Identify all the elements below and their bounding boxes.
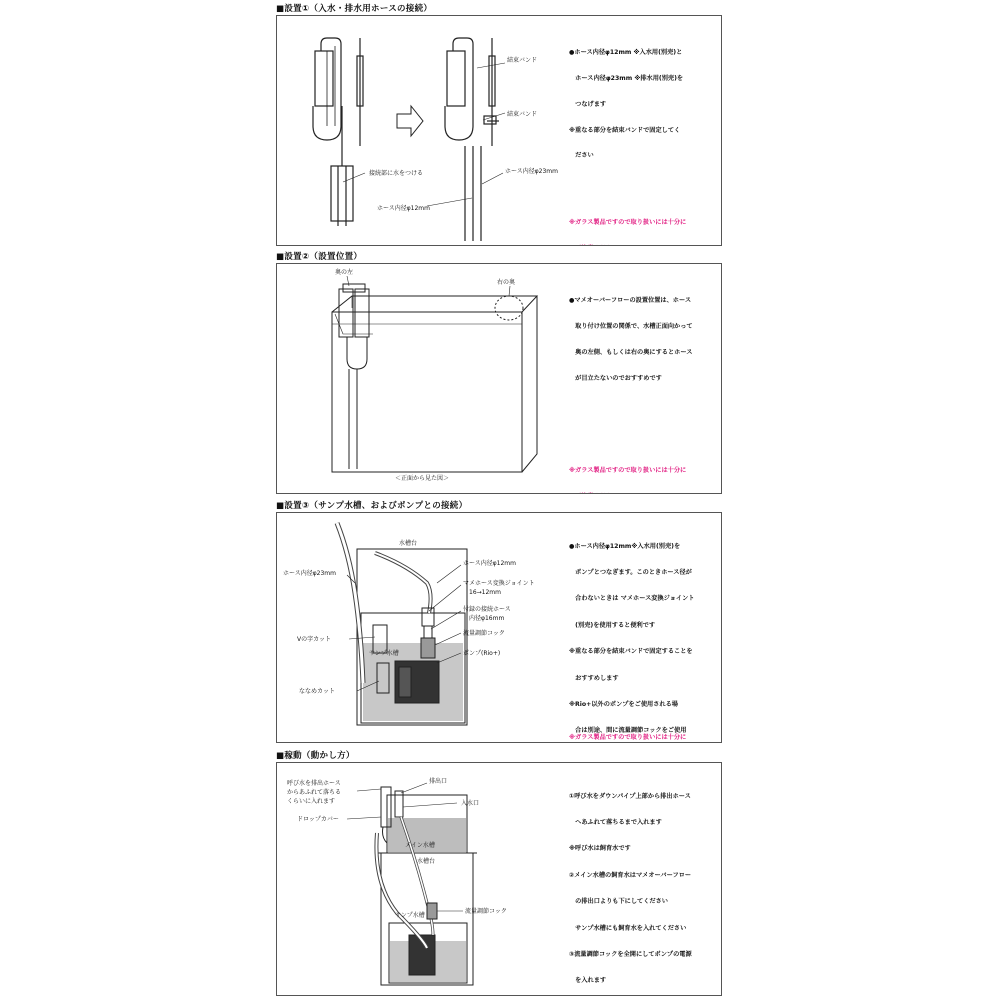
section-1-title: ■設置①（入水・排水用ホースの接続）: [276, 4, 433, 14]
label-stand: 水槽台: [399, 540, 418, 547]
label-inlet: 入水口: [461, 800, 480, 807]
section-2-panel: [276, 263, 722, 494]
label-converter: マメホース変換ジョイント: [463, 580, 535, 587]
note-line: 奥の左側、もしくは右の奥にするとホース: [569, 348, 693, 356]
note-line: を入れます: [569, 977, 607, 985]
label-converter-size: 16→12mm: [469, 589, 501, 596]
note-line: おすすめします: [569, 674, 619, 682]
note-line: へあふれて落ちるまで入れます: [569, 818, 662, 826]
note-line: ※重なる部分を結束バンドで固定することを: [569, 648, 693, 656]
label-pump: ポンプ(Rio+): [463, 650, 501, 657]
section-4-notes: [569, 775, 697, 996]
note-line: (別売)を使用すると便利です: [569, 621, 656, 629]
warning-line: ※ガラス製品ですので取り扱いには十分に: [569, 219, 687, 227]
section-3-title: ■設置③（サンプ水槽、およびポンプとの接続）: [276, 501, 468, 511]
section-3-notes: [569, 525, 699, 743]
label-hose-12: ホース内径φ12mm: [377, 205, 430, 212]
note-line: サンプ水槽にも飼育水を入れてください: [569, 924, 687, 932]
note-line: の排出口よりも下にしてください: [569, 898, 668, 906]
label-wet-joint: 接続部に水をつける: [369, 170, 424, 177]
note-line: 合は別途、間に流量調節コックをご使用: [569, 727, 687, 735]
section-2-notes: [569, 280, 693, 400]
label-attached-hose-size: 内径φ16mm: [469, 615, 505, 622]
note-line: ホース内径φ23mm ※排水用(別売)を: [569, 74, 684, 82]
label-sump: サンプ水槽: [369, 650, 399, 657]
label-flow-cock: 流量調節コック: [463, 630, 505, 637]
label-back-right: 右の奥: [497, 279, 516, 286]
section-1-panel: [276, 15, 722, 246]
label-flow-cock: 流量調節コック: [465, 908, 507, 915]
label-back-left: 奥の左: [335, 269, 354, 276]
note-line: ●ホース内径φ12mm ※入水用(別売)と: [569, 49, 683, 57]
section-4-title: ■稼動（動かし方）: [276, 751, 355, 761]
note-line: が目立たないのでおすすめです: [569, 374, 662, 382]
warning-line: ※ガラス製品ですので取り扱いには十分に: [569, 467, 687, 475]
label-main-tank: メイン水槽: [405, 842, 435, 849]
note-line: 合わないときは マメホース変換ジョイント: [569, 595, 695, 603]
warning-line: [569, 245, 686, 246]
note-line: 取り付け位置の関係で、水槽正面向かって: [569, 322, 693, 330]
note-line: ださい: [569, 152, 594, 160]
warning-line: [569, 493, 686, 494]
warning-line: ※ガラス製品ですので取り扱いには十分に: [569, 734, 687, 742]
label-sump: サンプ水槽: [395, 912, 425, 919]
section-1-notes: [569, 32, 683, 178]
note-line: ●ホース内径φ12mm※入水用(別売)を: [569, 542, 681, 550]
label-outlet: 排出口: [429, 778, 448, 785]
label-diagonal-cut: ななめカット: [299, 688, 335, 695]
label-priming-1: 呼び水を排出ホース: [287, 780, 341, 787]
label-front-view: ＜正面から見た図＞: [395, 475, 450, 482]
note-line: ポンプとつなぎます。このときホース径が: [569, 568, 692, 576]
section-2-warnings: [569, 450, 686, 494]
label-priming-2: からあふれて落ちる: [287, 789, 342, 796]
overflow-box-left: [315, 51, 333, 106]
note-line: ①呼び水をダウンパイプ上部から排出ホース: [569, 792, 691, 800]
section-3-warnings: [569, 717, 686, 743]
label-tie-band-1: 結束バンド: [507, 57, 538, 64]
note-line: ②メイン水槽の飼育水はマメオーバーフロー: [569, 871, 692, 879]
note-line: ●マメオーバーフローの設置位置は、ホース: [569, 297, 692, 305]
label-tie-band-2: 結束バンド: [507, 111, 538, 118]
section-1-warnings: [569, 202, 686, 246]
label-priming-3: くらいに入れます: [287, 798, 336, 805]
section-2-title: ■設置②（設置位置）: [276, 252, 363, 262]
note-line: ※Rio+以外のポンプをご使用される場: [569, 700, 678, 708]
label-hose-23: ホース内径φ23mm: [505, 168, 558, 175]
label-stand: 水槽台: [417, 858, 436, 865]
label-hose-12: ホース内径φ12mm: [463, 560, 516, 567]
label-v-cut: Vの字カット: [297, 636, 332, 643]
note-line: ※重なる部分を結束バンドで固定してく: [569, 126, 681, 134]
label-hose-23: ホース内径φ23mm: [283, 570, 336, 577]
note-line: ※呼び水は飼育水です: [569, 845, 631, 853]
note-line: ③流量調節コックを全開にしてポンプの電源: [569, 950, 692, 958]
section-4-panel: [276, 762, 722, 996]
label-attached-hose: 付録の接続ホース: [463, 606, 511, 613]
note-line: つなげます: [569, 100, 607, 108]
section-3-panel: [276, 512, 722, 743]
label-drop-cover: ドロップカバー: [297, 816, 339, 823]
